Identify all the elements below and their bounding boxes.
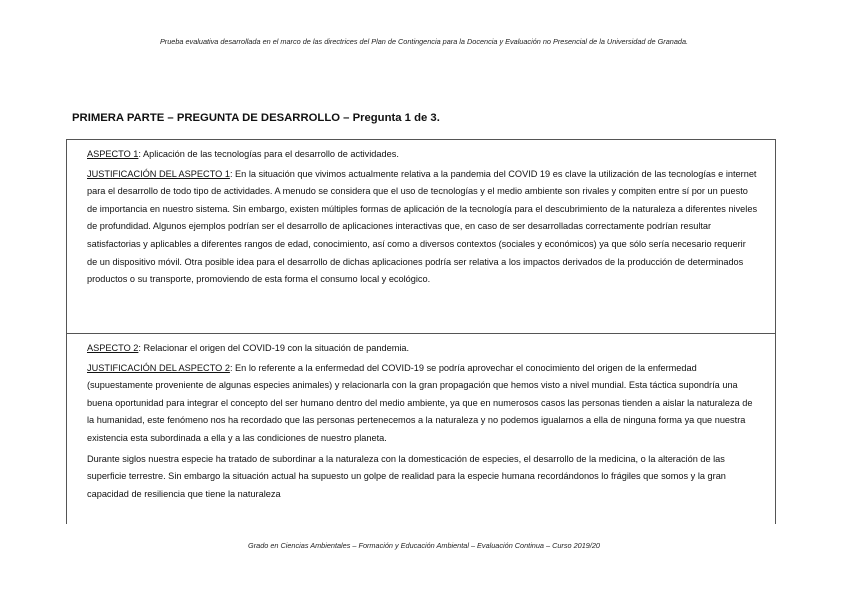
aspect-1-justification bbox=[87, 166, 758, 289]
aspect-2-justification-text: : En lo referente a la enfermedad del COVID-19 se podría aprovechar el conocimiento del origen de la enfermedad (supuestamente proveniente de algunas especies animales) y relacionarla con la gran propagación que hemos visto a nivel mundial. Esta táctica supondría una buena oportunidad para integrar el concepto del ser humano dentro del medio ambiente, ya que en numerosos casos las personas tienden a aislar la naturaleza de la humanidad, este fenómeno nos ha recordado que las personas pertenecemos a la naturaleza y no podemos igualarnos a ella de ninguna forma ya que nuestra existencia esta subordinada a ella y a las condiciones de nuestro planeta. bbox=[87, 362, 753, 443]
aspect-1-heading bbox=[87, 146, 758, 164]
aspect-1-cell bbox=[67, 140, 775, 334]
aspect-2-heading bbox=[87, 340, 758, 358]
aspect-1-text: : Aplicación de las tecnologías para el desarrollo de actividades. bbox=[138, 149, 399, 159]
aspect-1-justification-text: : En la situación que vivimos actualmente relativa a la pandemia del COVID 19 es clave la utilización de las tecnologías e internet para el desarrollo de todo tipo de actividades. A menudo se considera que el uso de tecnologías y el medio ambiente son rivales y compiten entre sí por un puesto de importancia en nuestro sistema. Sin embargo, existen múltiples formas de aplicación de la tecnología para el descubrimiento de la naturaleza a diferentes niveles de profundidad. Algunos ejemplos podrían ser el desarrollo de aplicaciones interactivas que, en caso de ser desarrolladas correctamente podrían resultar satisfactorias y aplicables a diferentes rangos de edad, conocimiento, así como a diversos contextos (sociales y económicos) ya que sólo sería necesario requerir de un dispositivo móvil. Otra posible idea para el desarrollo de dichas aplicaciones podría ser relativa a los impactos derivados de la producción de determinados productos o su transporte, promoviendo de esta forma el consumo local y ecológico. bbox=[87, 168, 758, 285]
section-title: PRIMERA PARTE – PREGUNTA DE DESARROLLO – Pregunta 1 de 3. bbox=[72, 112, 440, 124]
aspect-2-text: : Relacionar el origen del COVID-19 con la situación de pandemia. bbox=[138, 343, 410, 353]
aspect-2-justification bbox=[87, 360, 758, 448]
aspect-2-label: ASPECTO 2 bbox=[87, 343, 139, 353]
aspect-2-justification-paragraph-2: Durante siglos nuestra especie ha tratado de subordinar a la naturaleza con la domesticación de especies, el desarrollo de la medicina, o la alteración de las superficie terrestre. Sin embargo la situación actual ha supuesto un golpe de realidad para la especie humana recordándonos lo frágiles que somos y la gran capacidad de resiliencia que tiene la naturaleza bbox=[87, 453, 726, 499]
aspects-table bbox=[66, 139, 776, 524]
page-header-note: Prueba evaluativa desarrollada en el marco de las directrices del Plan de Contingencia para la Docencia y Evaluación no Presencial de la Universidad de Granada. bbox=[159, 37, 689, 46]
page-footer-note: Grado en Ciencias Ambientales – Formación y Educación Ambiental – Evaluación Continua – Curso 2019/20 bbox=[248, 541, 600, 550]
aspect-2-justification-label: JUSTIFICACIÓN DEL ASPECTO 2 bbox=[87, 362, 230, 373]
aspect-1-label: ASPECTO 1 bbox=[87, 149, 139, 159]
aspect-2-cell bbox=[67, 334, 775, 525]
aspect-1-justification-label: JUSTIFICACIÓN DEL ASPECTO 1 bbox=[87, 168, 230, 179]
